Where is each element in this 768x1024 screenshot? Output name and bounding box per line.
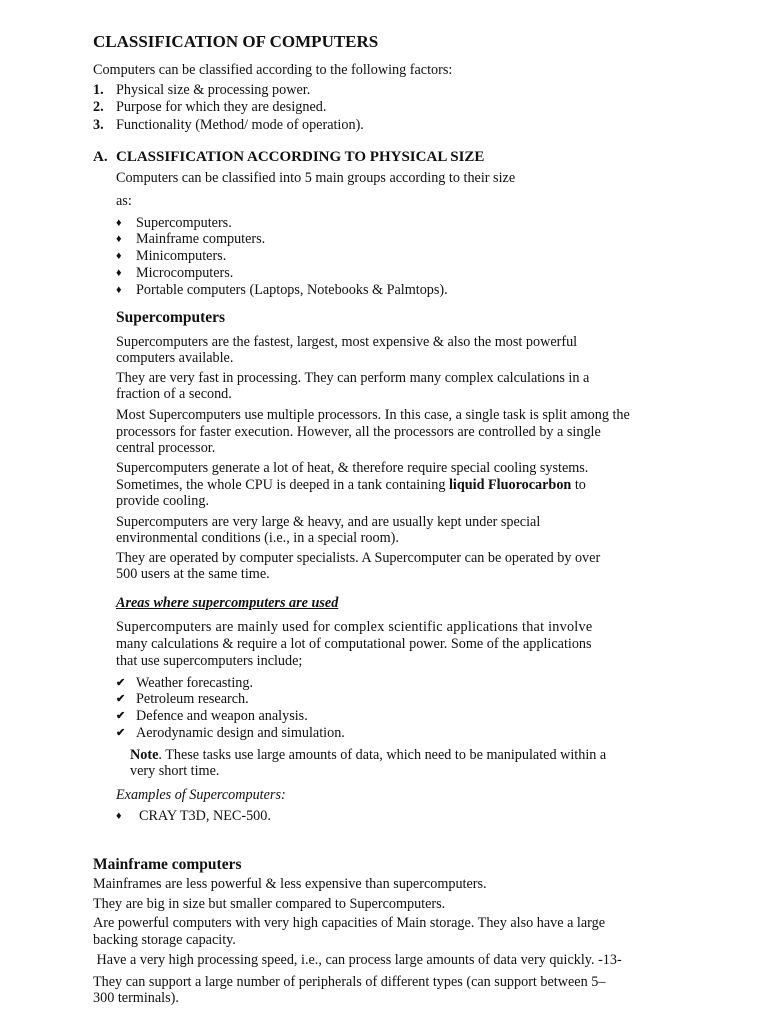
paragraph-text: to bbox=[571, 477, 586, 493]
list-text: Petroleum research. bbox=[136, 691, 249, 707]
checkmark-icon: ✔ bbox=[116, 677, 126, 689]
paragraph-line: They are operated by computer specialists. A Supercomputer can be operated by over bbox=[116, 550, 601, 566]
paragraph-line: Are powerful computers with very high capacities of Main storage. They also have a large bbox=[93, 915, 606, 931]
paragraph-line bbox=[116, 477, 586, 493]
paragraph-line: They can support a large number of peripherals of different types (can support between 5– bbox=[93, 974, 606, 990]
paragraph-line: Supercomputers generate a lot of heat, & therefore require special cooling systems. bbox=[116, 460, 589, 476]
checkmark-icon: ✔ bbox=[116, 727, 126, 739]
list-number: 1. bbox=[93, 82, 104, 98]
page-title: CLASSIFICATION OF COMPUTERS bbox=[93, 32, 379, 51]
diamond-bullet-icon: ♦ bbox=[116, 233, 122, 245]
paragraph-line: 300 terminals). bbox=[93, 990, 179, 1006]
paragraph-line: fraction of a second. bbox=[116, 386, 232, 402]
note-line: very short time. bbox=[130, 763, 220, 779]
paragraph-line: provide cooling. bbox=[116, 493, 209, 509]
diamond-bullet-icon: ♦ bbox=[116, 284, 122, 296]
list-text: Portable computers (Laptops, Notebooks & Palmtops). bbox=[136, 282, 448, 298]
list-text: Minicomputers. bbox=[136, 248, 227, 264]
paragraph-line: central processor. bbox=[116, 440, 216, 456]
list-text: Defence and weapon analysis. bbox=[136, 708, 308, 724]
paragraph-line: They are very fast in processing. They can perform many complex calculations in a bbox=[116, 370, 590, 386]
list-number: 2. bbox=[93, 99, 104, 115]
paragraph-line: computers available. bbox=[116, 350, 234, 366]
paragraph-line: Supercomputers are very large & heavy, and are usually kept under special bbox=[116, 514, 541, 530]
paragraph-line: They are big in size but smaller compared to Supercomputers. bbox=[93, 896, 446, 912]
paragraph-text: Sometimes, the whole CPU is deeped in a tank containing bbox=[116, 477, 449, 493]
checkmark-icon: ✔ bbox=[116, 710, 126, 722]
list-text: Physical size & processing power. bbox=[116, 82, 311, 98]
paragraph-line: Most Supercomputers use multiple processors. In this case, a single task is split among the bbox=[116, 407, 630, 423]
paragraph-line: Have a very high processing speed, i.e., can process large amounts of data very quickly. -13- bbox=[93, 952, 622, 968]
paragraph-line: Supercomputers are the fastest, largest, most expensive & also the most powerful bbox=[116, 334, 578, 350]
section-intro-line: as: bbox=[116, 193, 132, 209]
paragraph-line: environmental conditions (i.e., in a special room). bbox=[116, 530, 399, 546]
paragraph-line: many calculations & require a lot of computational power. Some of the applications bbox=[116, 636, 592, 652]
list-number: 3. bbox=[93, 117, 104, 133]
paragraph-line: processors for faster execution. However, all the processors are controlled by a single bbox=[116, 424, 601, 440]
list-text: Weather forecasting. bbox=[136, 675, 254, 691]
list-text: CRAY T3D, NEC-500. bbox=[139, 808, 271, 824]
subsection-heading: Supercomputers bbox=[116, 309, 226, 326]
list-text: Mainframe computers. bbox=[136, 231, 266, 247]
section-intro-line: Computers can be classified into 5 main groups according to their size bbox=[116, 170, 516, 186]
intro-text: Computers can be classified according to the following factors: bbox=[93, 62, 453, 78]
note-line bbox=[130, 747, 606, 763]
paragraph-line: that use supercomputers include; bbox=[116, 653, 303, 669]
section-heading: CLASSIFICATION ACCORDING TO PHYSICAL SIZE bbox=[116, 149, 485, 165]
paragraph-line: 500 users at the same time. bbox=[116, 566, 270, 582]
section-letter: A. bbox=[93, 149, 108, 165]
list-text: Functionality (Method/ mode of operation). bbox=[116, 117, 364, 133]
note-label: Note bbox=[130, 747, 159, 763]
paragraph-line: Mainframes are less powerful & less expensive than supercomputers. bbox=[93, 876, 487, 892]
note-text: . These tasks use large amounts of data, which need to be manipulated within a bbox=[158, 747, 607, 763]
diamond-bullet-icon: ♦ bbox=[116, 217, 122, 229]
paragraph-line: backing storage capacity. bbox=[93, 932, 236, 948]
diamond-bullet-icon: ♦ bbox=[116, 250, 122, 262]
areas-heading: Areas where supercomputers are used bbox=[116, 595, 339, 611]
list-text: Purpose for which they are designed. bbox=[116, 99, 327, 115]
list-text: Aerodynamic design and simulation. bbox=[136, 725, 345, 741]
list-text: Supercomputers. bbox=[136, 215, 232, 231]
list-text: Microcomputers. bbox=[136, 265, 234, 281]
examples-heading: Examples of Supercomputers: bbox=[116, 787, 286, 803]
subsection-heading: Mainframe computers bbox=[93, 856, 242, 873]
diamond-bullet-icon: ♦ bbox=[116, 267, 122, 279]
emphasis-text: liquid Fluorocarbon bbox=[448, 477, 572, 493]
paragraph-line: Supercomputers are mainly used for complex scientific applications that involve bbox=[116, 619, 593, 635]
checkmark-icon: ✔ bbox=[116, 693, 126, 705]
diamond-bullet-icon: ♦ bbox=[116, 810, 122, 822]
